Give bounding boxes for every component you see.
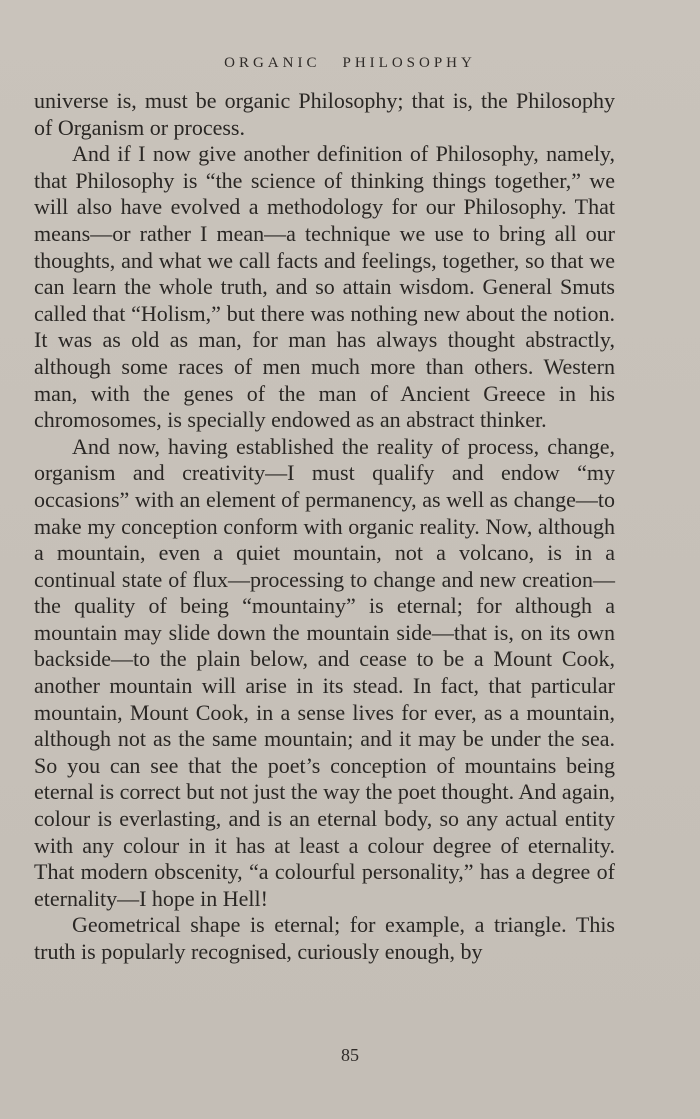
paragraph: And now, having established the reality of process, change, organism and creativity—I must qualify and endow “my occasions” with an element of permanency, as well as change—to make my conception conform with organic reality. Now, although a mountain, even a quiet mountain, not a volcano, is in a continual state of flux—processing to change and new creation—the quality of being “mountainy” is eternal; for although a mountain may slide down the mountain side—that is, on its own backside—to the plain below, and cease to be a Mount Cook, another mountain will arise in its stead. In fact, that particular mountain, Mount Cook, in a sense lives for ever, as a mountain, although not as the same mountain; and it may be under the sea. So you can see that the poet’s conception of mountains being eternal is correct but not just the way the poet thought. And again, colour is everlasting, and is an eternal body, so any actual entity with any colour in it has at least a colour degree of eternality. That modern obscenity, “a colourful personality,” has a degree of eternality—I hope in Hell!: [34, 433, 615, 911]
header-left-word: ORGANIC: [224, 55, 321, 71]
body-text: [34, 88, 615, 966]
page-number: 85: [341, 1045, 359, 1065]
running-header: [0, 55, 700, 72]
paragraph: Geometrical shape is eternal; for example, a triangle. This truth is popularly recognised, curiously enough, by: [34, 912, 615, 964]
paragraph: And if I now give another definition of Philosophy, namely, that Philosophy is “the science of thinking things together,” we will also have evolved a methodology for our Philosophy. That means—or rather I mean—a technique we use to bring all our thoughts, and what we call facts and feelings, together, so that we can learn the whole truth, and so attain wisdom. General Smuts called that “Holism,” but there was nothing new about the notion. It was as old as man, for man has always thought abstractly, although some races of men much more than others. Western man, with the genes of the man of Ancient Greece in his chromosomes, is specially endowed as an abstract thinker.: [34, 141, 615, 433]
header-right-word: PHILOSOPHY: [342, 55, 476, 71]
paragraph: universe is, must be organic Philosophy; that is, the Philosophy of Organism or process.: [34, 88, 615, 140]
